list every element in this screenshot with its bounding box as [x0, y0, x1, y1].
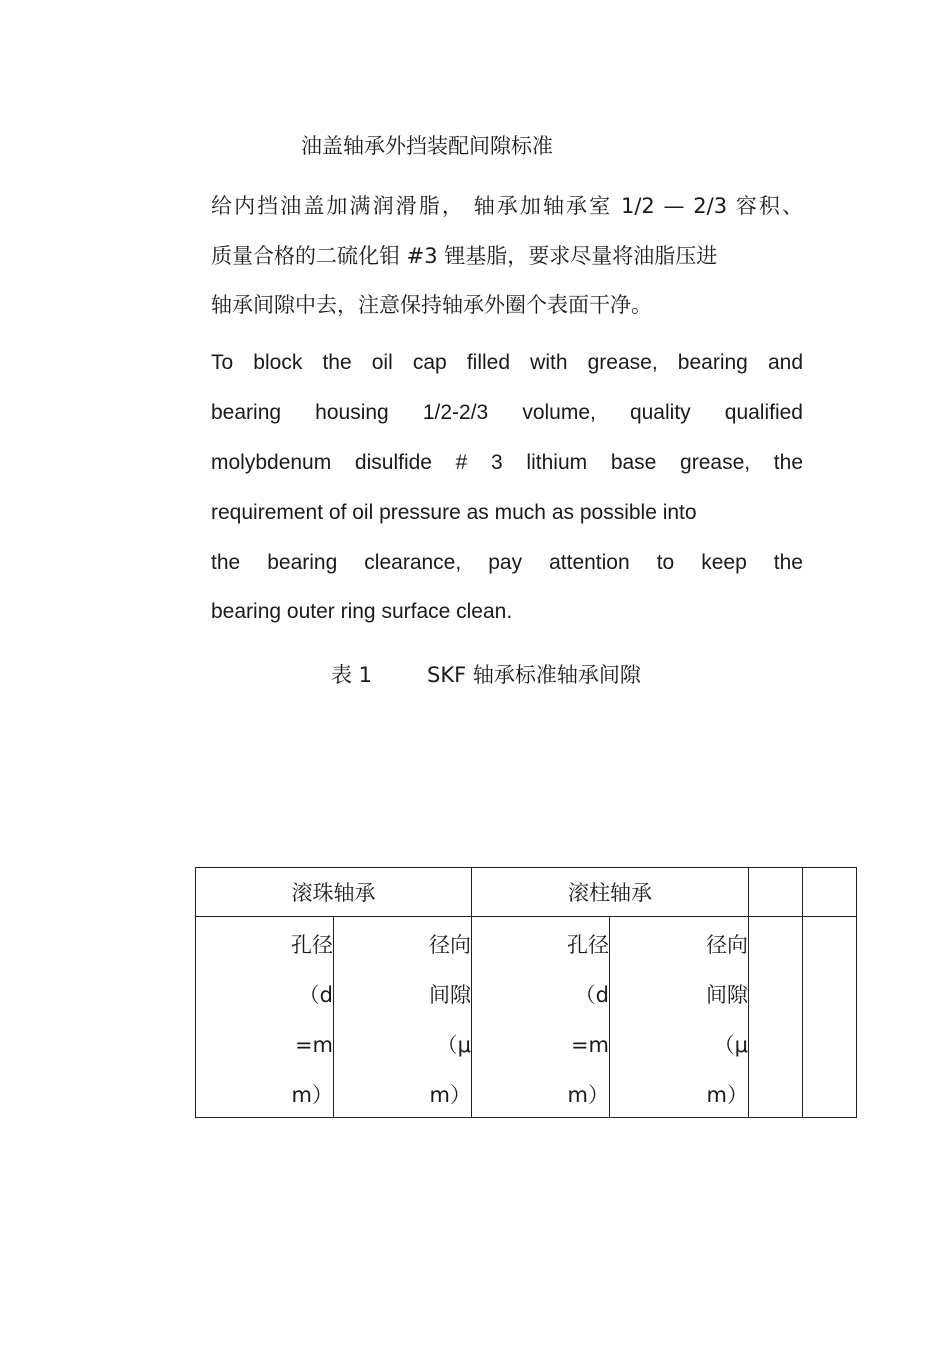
empty-cell [749, 917, 803, 1118]
cell-line: m） [429, 1083, 471, 1107]
cell-line: 间隙 [706, 983, 748, 1007]
cn-paragraph-line-3: 轴承间隙中去，注意保持轴承外圈个表面干净。 [211, 293, 652, 317]
en-paragraph-line-4: requirement of oil pressure as much as possible into [211, 501, 697, 524]
cell-line: 孔径 [567, 933, 609, 957]
table-caption-text: SKF 轴承标准轴承间隙 [427, 663, 641, 687]
table-subheader-row [196, 917, 857, 1118]
cell-line: （μ [713, 1033, 748, 1057]
empty-cell [803, 917, 857, 1118]
cell-line: m） [706, 1083, 748, 1107]
table-caption-label: 表 1 [331, 663, 373, 687]
header-empty-2 [803, 868, 857, 917]
bearing-clearance-table [195, 867, 857, 1118]
cell-line: 径向 [706, 933, 748, 957]
header-ball-bearing: 滚珠轴承 [196, 868, 472, 917]
cell-line: =m [294, 1033, 333, 1057]
en-paragraph-line-2: bearing housing 1/2-2/3 volume, quality qualified [211, 401, 803, 424]
cell-line: =m [570, 1033, 609, 1057]
cell-line: m） [291, 1083, 333, 1107]
roller-bore-diameter-header [472, 917, 610, 1118]
ball-bore-diameter-header [196, 917, 334, 1118]
table-caption [331, 659, 641, 689]
cn-paragraph-line-1: 给内挡油盖加满润滑脂， 轴承加轴承室 1/2 — 2/3 容积、 [211, 194, 803, 218]
ball-radial-clearance-header [334, 917, 472, 1118]
cn-paragraph-line-2: 质量合格的二硫化钼 #3 锂基脂，要求尽量将油脂压进 [211, 244, 718, 268]
table-header-row [196, 868, 857, 917]
cell-line: （d [574, 983, 609, 1007]
en-paragraph-line-1: To block the oil cap filled with grease, bearing and [211, 351, 803, 374]
en-paragraph-line-6: bearing outer ring surface clean. [211, 600, 513, 623]
cell-line: （μ [436, 1033, 471, 1057]
document-title: 油盖轴承外挡装配间隙标准 [301, 134, 553, 158]
cell-line: 间隙 [429, 983, 471, 1007]
en-paragraph-line-3: molybdenum disulfide # 3 lithium base grease, the [211, 451, 803, 474]
en-paragraph-line-5: the bearing clearance, pay attention to keep the [211, 551, 803, 574]
cell-line: 孔径 [291, 933, 333, 957]
roller-radial-clearance-header [610, 917, 749, 1118]
cell-line: 径向 [429, 933, 471, 957]
cell-line: m） [567, 1083, 609, 1107]
cell-line: （d [298, 983, 333, 1007]
header-roller-bearing: 滚柱轴承 [472, 868, 749, 917]
header-empty-1 [749, 868, 803, 917]
